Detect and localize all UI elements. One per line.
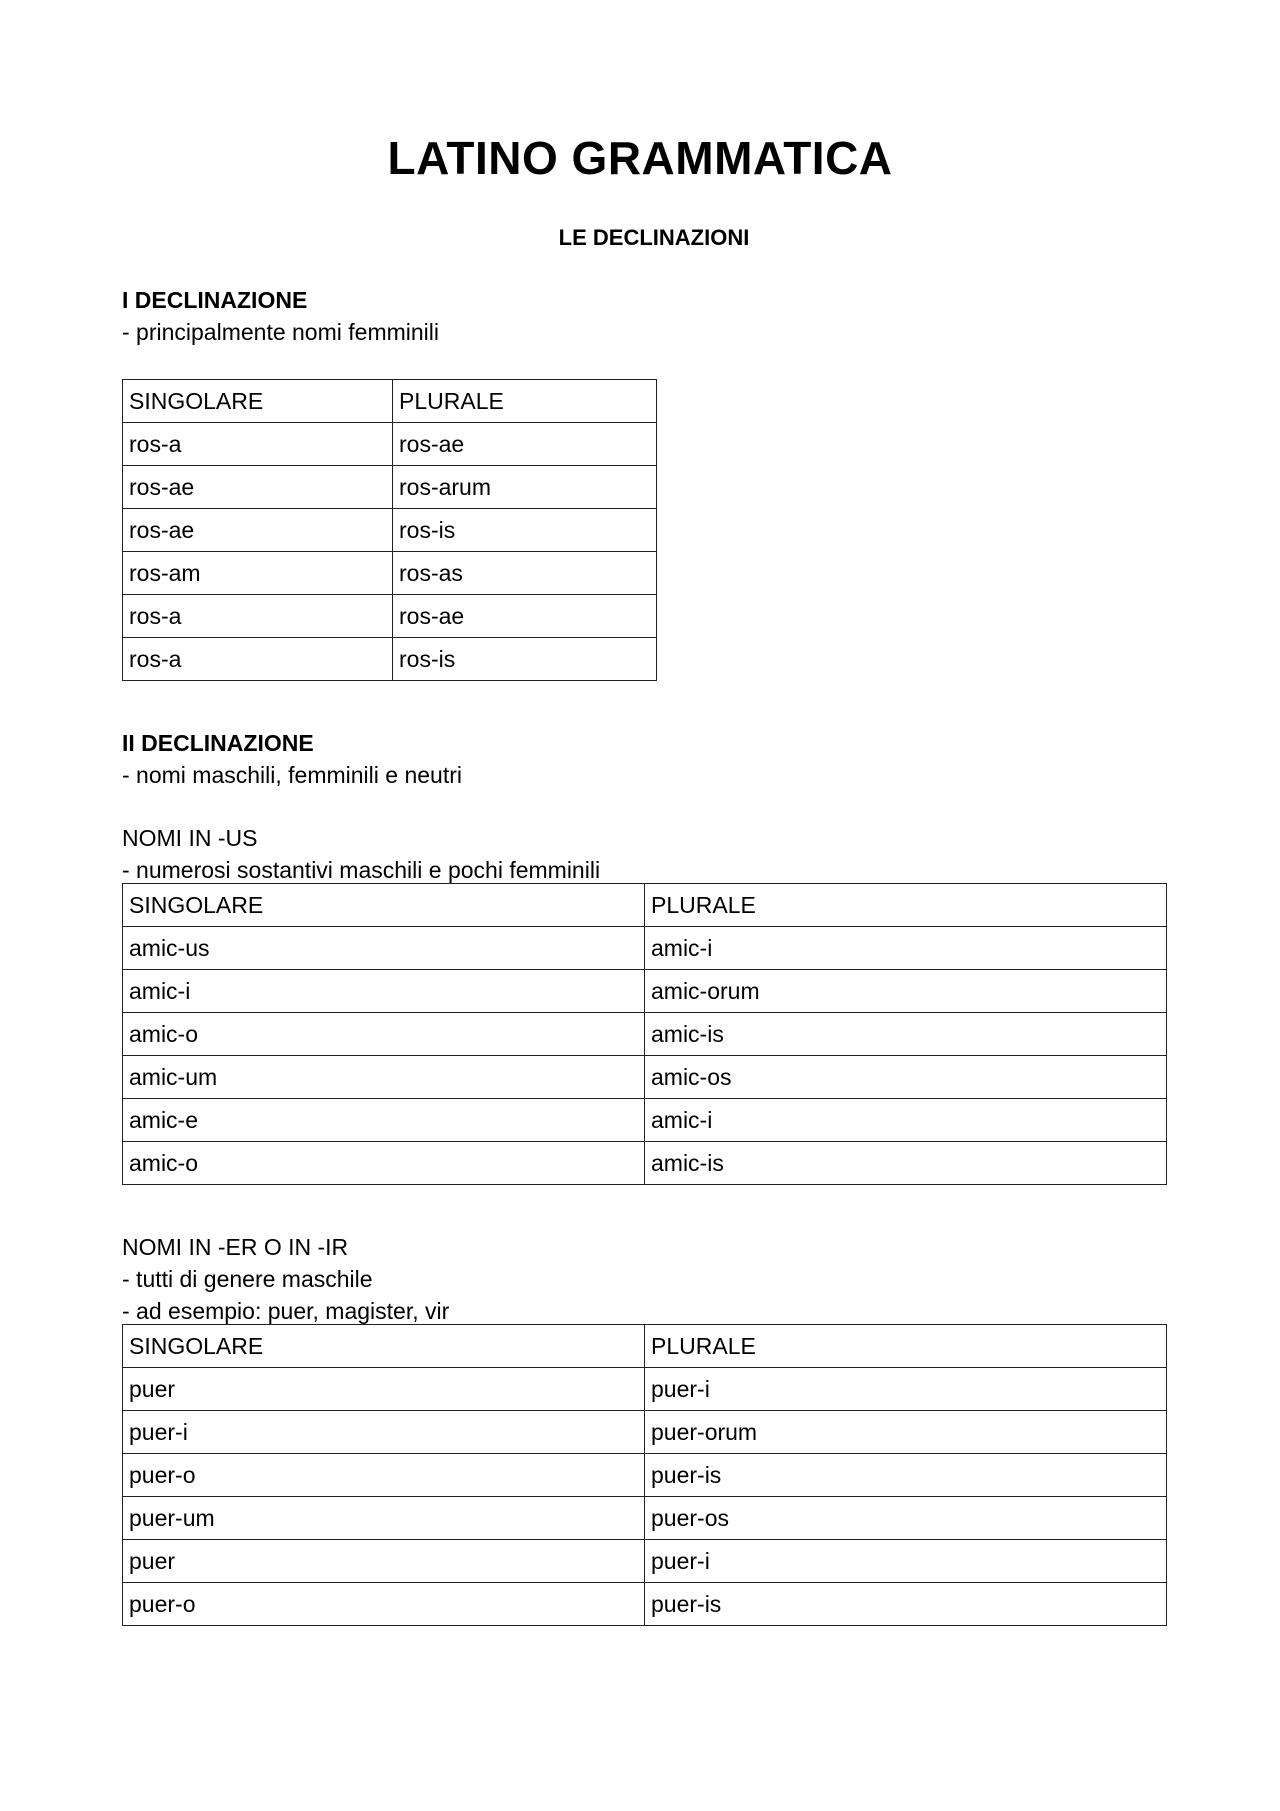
table-cell: amic-is xyxy=(645,1013,1167,1056)
declension-table-i xyxy=(122,379,657,681)
table-header-cell: SINGOLARE xyxy=(123,1325,645,1368)
table-cell: puer-i xyxy=(123,1411,645,1454)
subsection-note: - ad esempio: puer, magister, vir xyxy=(122,1298,450,1324)
table-cell: amic-os xyxy=(645,1056,1167,1099)
subsection-note: - tutti di genere maschile xyxy=(122,1266,373,1292)
table-row xyxy=(123,927,1167,970)
table-cell: puer xyxy=(123,1368,645,1411)
table-header-cell: PLURALE xyxy=(645,884,1167,927)
table-cell: amic-i xyxy=(123,970,645,1013)
table-cell: puer-um xyxy=(123,1497,645,1540)
table-cell: amic-o xyxy=(123,1013,645,1056)
table-cell: ros-ae xyxy=(393,423,657,466)
document-subtitle xyxy=(0,223,1280,253)
table-row xyxy=(123,1411,1167,1454)
table-cell: puer-o xyxy=(123,1454,645,1497)
table-cell: amic-i xyxy=(645,927,1167,970)
table-cell: ros-as xyxy=(393,552,657,595)
table-row xyxy=(123,423,657,466)
table-header-row xyxy=(123,884,1167,927)
table-header-cell: PLURALE xyxy=(393,380,657,423)
table-row xyxy=(123,1099,1167,1142)
table-row xyxy=(123,1540,1167,1583)
table-row xyxy=(123,1583,1167,1626)
table-row xyxy=(123,1142,1167,1185)
table-cell: amic-is xyxy=(645,1142,1167,1185)
subsection-title-nomi-in-er-ir: NOMI IN -ER O IN -IR xyxy=(122,1234,349,1260)
subtitle-text: LE DECLINAZIONI xyxy=(558,225,750,250)
table-row xyxy=(123,509,657,552)
table-cell: puer-i xyxy=(645,1368,1167,1411)
table-cell: ros-ae xyxy=(393,595,657,638)
table-cell: puer xyxy=(123,1540,645,1583)
table-row xyxy=(123,970,1167,1013)
declension-table-nomi-in-er-ir xyxy=(122,1324,1167,1626)
table-header-cell: SINGOLARE xyxy=(123,884,645,927)
table-cell: puer-os xyxy=(645,1497,1167,1540)
table-header-cell: SINGOLARE xyxy=(123,380,393,423)
table-cell: amic-us xyxy=(123,927,645,970)
table-cell: amic-o xyxy=(123,1142,645,1185)
table-cell: puer-is xyxy=(645,1454,1167,1497)
table-row xyxy=(123,552,657,595)
declension-table-nomi-in-us xyxy=(122,883,1167,1185)
table-cell: ros-am xyxy=(123,552,393,595)
table-cell: ros-ae xyxy=(123,509,393,552)
section-heading-ii-declinazione: II DECLINAZIONE xyxy=(122,730,314,756)
table-cell: ros-arum xyxy=(393,466,657,509)
table-cell: puer-orum xyxy=(645,1411,1167,1454)
table-cell: amic-um xyxy=(123,1056,645,1099)
table-header-row xyxy=(123,1325,1167,1368)
table-row xyxy=(123,1454,1167,1497)
table-cell: ros-ae xyxy=(123,466,393,509)
table-cell: ros-a xyxy=(123,638,393,681)
table-cell: amic-orum xyxy=(645,970,1167,1013)
section-note-ii-declinazione: - nomi maschili, femminili e neutri xyxy=(122,762,462,788)
subsection-title-nomi-in-us: NOMI IN -US xyxy=(122,825,258,851)
table-header-cell: PLURALE xyxy=(645,1325,1167,1368)
table-row xyxy=(123,595,657,638)
section-note-i-declinazione: - principalmente nomi femminili xyxy=(122,319,439,345)
table-row xyxy=(123,1013,1167,1056)
document-title: LATINO GRAMMATICA xyxy=(387,132,893,184)
table-row xyxy=(123,1056,1167,1099)
table-cell: amic-i xyxy=(645,1099,1167,1142)
table-row xyxy=(123,466,657,509)
table-cell: ros-a xyxy=(123,423,393,466)
table-cell: ros-is xyxy=(393,638,657,681)
table-cell: ros-a xyxy=(123,595,393,638)
table-cell: amic-e xyxy=(123,1099,645,1142)
table-cell: puer-i xyxy=(645,1540,1167,1583)
table-cell: puer-is xyxy=(645,1583,1167,1626)
table-cell: ros-is xyxy=(393,509,657,552)
table-header-row xyxy=(123,380,657,423)
section-heading-i-declinazione: I DECLINAZIONE xyxy=(122,287,308,313)
subsection-note: - numerosi sostantivi maschili e pochi femminili xyxy=(122,857,601,883)
table-cell: puer-o xyxy=(123,1583,645,1626)
table-row xyxy=(123,638,657,681)
table-row xyxy=(123,1368,1167,1411)
table-row xyxy=(123,1497,1167,1540)
